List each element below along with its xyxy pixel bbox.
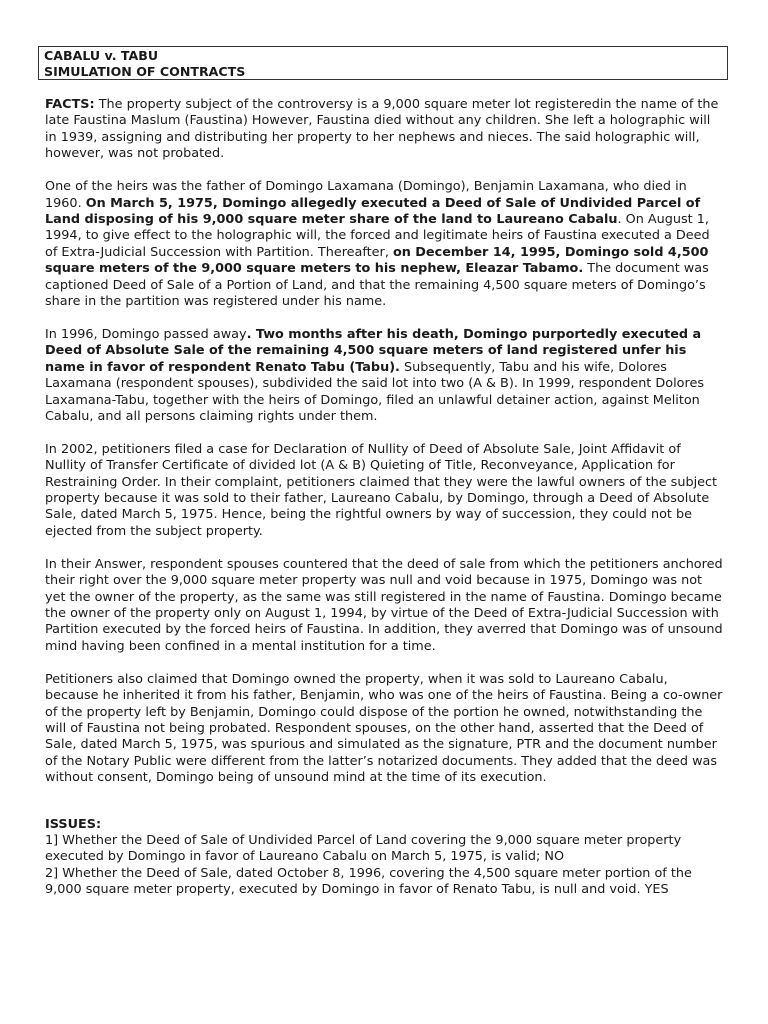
text-run: The document was captioned Deed of Sale of a Portion of Land, and that the remaining 4,500 square meters of Domingo’s share in the partition was registered under his name. [45,261,709,309]
bold-text-run: On March 5, 1975, Domingo allegedly executed a Deed of Sale of Undivided Parcel of Land disposing of his 9,000 square meter share of the land to Laureano Cabalu [45,195,701,227]
case-title-box [38,46,728,80]
issue-item-1: 1] Whether the Deed of Sale of Undivided Parcel of Land covering the 9,000 square meter property executed by Domingo in favor of Laureano Cabalu on March 5, 1975, is valid; NO [45,832,682,865]
text-run: . On August 1, 1994, to give effect to the holographic will, the forced and legitimate heirs of Faustina executed a Deed of Extra-Judicial Succession with Partition. Thereafter, [45,211,710,260]
issues-section [45,817,725,899]
text-run: One of the heirs was the father of Domingo Laxamana (Domingo), Benjamin Laxamana, who died in 1960. [45,179,687,211]
issues-heading: ISSUES: [45,816,102,832]
text-run: The property subject of the controversy is a 9,000 square meter lot registeredin the name of the late Faustina Maslum (Faustina) However, Faustina died without any children. She left a holographic will in 1939, assigning and distributing her property to her nephews and nieces. The said holographic will, however, was not probated. [45,97,719,162]
text-run: In 1996, Domingo passed away [45,326,247,342]
paragraph [45,327,725,425]
paragraph [45,442,725,540]
issue-item-2: 2] Whether the Deed of Sale, dated October 8, 1996, covering the 4,500 square meter portion of the 9,000 square meter property, executed by Domingo in favor of Renato Tabu, is null and void. YES [45,865,692,898]
paragraph [45,672,725,787]
text-run: Petitioners also claimed that Domingo owned the property, when it was sold to Laureano Cabalu, because he inherited it from his father, Benjamin, who was one of the heirs of Faustina. Being a co-owner of the property left by Benjamin, Domingo could dispose of the portion he owned, notwithstanding the will of Faustina not being probated. Respondent spouses, on the other hand, asserted that the Deed of Sale, dated March 5, 1975, was spurious and simulated as the signature, PTR and the document number of the Notary Public were different from the latter’s notarized documents. They added that the deed was without consent, Domingo being of unsound mind at the time of its execution. [45,671,723,786]
case-topic: SIMULATION OF CONTRACTS [44,63,246,79]
bold-text-run: FACTS: [45,97,95,112]
case-title: CABALU v. TABU [44,48,159,63]
text-run: Subsequently, Tabu and his wife, Dolores Laxamana (respondent spouses), subdivided the said lot into two (A & B). In 1999, respondent Dolores Laxamana-Tabu, together with the heirs of Domingo, filed an unlawful detainer action, against Meliton Cabalu, and all persons claiming rights under them. [45,359,704,424]
paragraph [45,97,725,163]
text-run: In 2002, petitioners filed a case for Declaration of Nullity of Deed of Absolute Sale, Joint Affidavit of Nullity of Transfer Certificate of divided lot (A & B) Quieting of Title, Reconveyance, Application for Restraining Order. In their complaint, petitioners claimed that they were the lawful owners of the subject property because it was sold to their father, Laureano Cabalu, by Domingo, through a Deed of Absolute Sale, dated March 5, 1975. Hence, being the rightful owners by way of succession, they could not be ejected from the subject property. [45,441,718,539]
bold-text-run: . Two months after his death, Domingo purportedly executed a Deed of Absolute Sale of the remaining 4,500 square meters of land registered unfer his name in favor of respondent Renato Tabu (Tabu). [45,326,702,375]
paragraph [45,179,725,310]
text-run: In their Answer, respondent spouses countered that the deed of sale from which the petitioners anchored their right over the 9,000 square meter property was null and void because in 1975, Domingo was not yet the owner of the property, as the same was still registered in the name of Faustina. Domingo became the owner of the property only on August 1, 1994, by virtue of the Deed of Extra-Judicial Succession with Partition executed by the forced heirs of Faustina. In addition, they averred that Domingo was of unsound mind having been confined in a mental institution for a time. [45,556,723,654]
document-body [45,97,725,899]
paragraph-list [45,97,725,787]
paragraph [45,557,725,655]
bold-text-run: on December 14, 1995, Domingo sold 4,500 square meters of the 9,000 square meters to his nephew, Eleazar Tabamo. [45,244,709,277]
